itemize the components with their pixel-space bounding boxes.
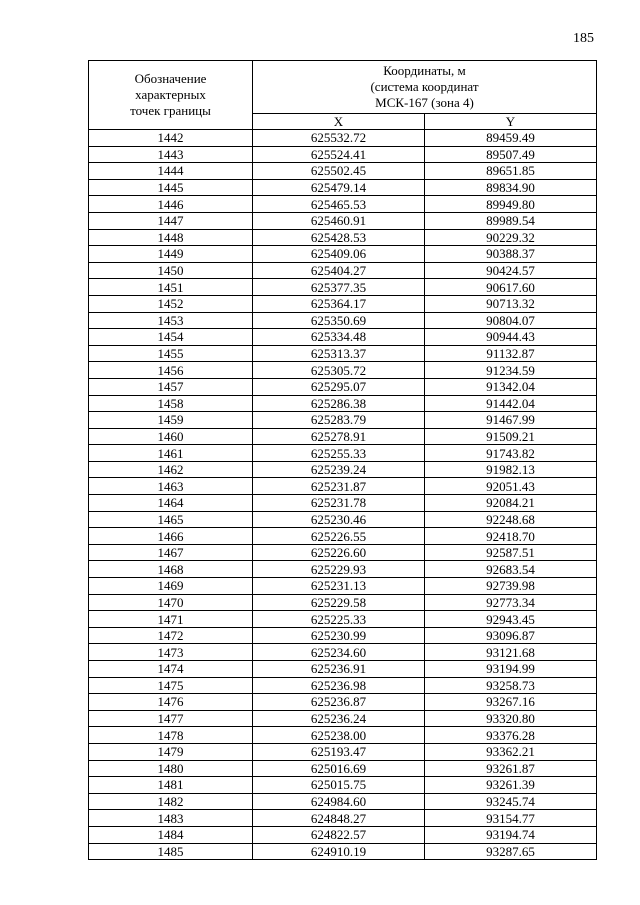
point-id-cell: 1480 — [89, 760, 253, 777]
table-row — [89, 362, 597, 379]
x-coordinate-cell: 625532.72 — [253, 130, 425, 147]
x-coordinate-cell: 624822.57 — [253, 826, 425, 843]
x-coordinate-cell: 625231.13 — [253, 578, 425, 595]
y-coordinate-cell: 91342.04 — [425, 378, 597, 395]
point-id-cell: 1453 — [89, 312, 253, 329]
y-coordinate-cell: 93320.80 — [425, 710, 597, 727]
x-coordinate-cell: 625230.46 — [253, 511, 425, 528]
table-row — [89, 561, 597, 578]
y-coordinate-cell: 93362.21 — [425, 743, 597, 760]
table-row — [89, 378, 597, 395]
y-coordinate-cell: 90713.32 — [425, 295, 597, 312]
x-coordinate-cell: 625428.53 — [253, 229, 425, 246]
table-row — [89, 279, 597, 296]
page-number: 185 — [573, 31, 594, 46]
table-row — [89, 262, 597, 279]
x-coordinate-cell: 624910.19 — [253, 843, 425, 860]
y-coordinate-cell: 91442.04 — [425, 395, 597, 412]
x-coordinate-cell: 625231.87 — [253, 478, 425, 495]
x-coordinate-cell: 625236.91 — [253, 661, 425, 678]
table-row — [89, 212, 597, 229]
designation-header — [89, 61, 253, 130]
x-coordinate-cell: 625229.58 — [253, 594, 425, 611]
y-coordinate-cell: 93194.99 — [425, 661, 597, 678]
point-id-cell: 1485 — [89, 843, 253, 860]
x-coordinate-cell: 625283.79 — [253, 412, 425, 429]
y-coordinate-cell: 92418.70 — [425, 528, 597, 545]
x-coordinate-cell: 625409.06 — [253, 246, 425, 263]
point-id-cell: 1477 — [89, 710, 253, 727]
x-coordinate-cell: 625226.60 — [253, 544, 425, 561]
point-id-cell: 1476 — [89, 694, 253, 711]
table-body — [89, 130, 597, 860]
point-id-cell: 1471 — [89, 611, 253, 628]
y-coordinate-cell: 90229.32 — [425, 229, 597, 246]
x-coordinate-cell: 625238.00 — [253, 727, 425, 744]
point-id-cell: 1463 — [89, 478, 253, 495]
point-id-cell: 1473 — [89, 644, 253, 661]
x-coordinate-cell: 625377.35 — [253, 279, 425, 296]
y-coordinate-cell: 92943.45 — [425, 611, 597, 628]
table-row — [89, 810, 597, 827]
table-row — [89, 163, 597, 180]
point-id-cell: 1444 — [89, 163, 253, 180]
table-row — [89, 793, 597, 810]
point-id-cell: 1445 — [89, 179, 253, 196]
x-coordinate-cell: 625502.45 — [253, 163, 425, 180]
x-coordinate-cell: 625234.60 — [253, 644, 425, 661]
x-coordinate-cell: 625236.98 — [253, 677, 425, 694]
x-coordinate-cell: 625286.38 — [253, 395, 425, 412]
point-id-cell: 1472 — [89, 627, 253, 644]
point-id-cell: 1447 — [89, 212, 253, 229]
coordinates-header-line: Координаты, м — [383, 63, 466, 78]
point-id-cell: 1481 — [89, 777, 253, 794]
x-coordinate-cell: 625364.17 — [253, 295, 425, 312]
table-row — [89, 677, 597, 694]
table-row — [89, 528, 597, 545]
point-id-cell: 1454 — [89, 329, 253, 346]
y-coordinate-cell: 91234.59 — [425, 362, 597, 379]
y-coordinate-cell: 91509.21 — [425, 428, 597, 445]
table-row — [89, 777, 597, 794]
table-row — [89, 312, 597, 329]
point-id-cell: 1468 — [89, 561, 253, 578]
table-row — [89, 760, 597, 777]
x-coordinate-cell: 625226.55 — [253, 528, 425, 545]
x-coordinate-cell: 625229.93 — [253, 561, 425, 578]
table-row — [89, 578, 597, 595]
y-coordinate-cell: 90804.07 — [425, 312, 597, 329]
point-id-cell: 1482 — [89, 793, 253, 810]
table-row — [89, 843, 597, 860]
point-id-cell: 1483 — [89, 810, 253, 827]
x-coordinate-cell: 625015.75 — [253, 777, 425, 794]
y-coordinate-cell: 90424.57 — [425, 262, 597, 279]
table-row — [89, 329, 597, 346]
table-row — [89, 826, 597, 843]
y-coordinate-cell: 92683.54 — [425, 561, 597, 578]
table-row — [89, 146, 597, 163]
y-coordinate-cell: 93261.39 — [425, 777, 597, 794]
point-id-cell: 1449 — [89, 246, 253, 263]
table-row — [89, 627, 597, 644]
table-row — [89, 412, 597, 429]
x-coordinate-cell: 625479.14 — [253, 179, 425, 196]
y-coordinate-cell: 93096.87 — [425, 627, 597, 644]
table-row — [89, 544, 597, 561]
y-coordinate-cell: 89507.49 — [425, 146, 597, 163]
table-row — [89, 428, 597, 445]
y-coordinate-cell: 89834.90 — [425, 179, 597, 196]
x-coordinate-cell: 625313.37 — [253, 345, 425, 362]
y-coordinate-cell: 93287.65 — [425, 843, 597, 860]
table-row — [89, 710, 597, 727]
y-coordinate-cell: 89651.85 — [425, 163, 597, 180]
x-coordinate-cell: 625334.48 — [253, 329, 425, 346]
point-id-cell: 1457 — [89, 378, 253, 395]
table-row — [89, 179, 597, 196]
point-id-cell: 1446 — [89, 196, 253, 213]
table-header — [89, 61, 597, 130]
point-id-cell: 1443 — [89, 146, 253, 163]
y-coordinate-cell: 92587.51 — [425, 544, 597, 561]
x-coordinate-cell: 625255.33 — [253, 445, 425, 462]
x-column-header: X — [253, 114, 425, 130]
point-id-cell: 1470 — [89, 594, 253, 611]
y-coordinate-cell: 91982.13 — [425, 461, 597, 478]
y-coordinate-cell: 90944.43 — [425, 329, 597, 346]
table-row — [89, 246, 597, 263]
table-row — [89, 295, 597, 312]
y-coordinate-cell: 93154.77 — [425, 810, 597, 827]
y-coordinate-cell: 90388.37 — [425, 246, 597, 263]
y-coordinate-cell: 91132.87 — [425, 345, 597, 362]
y-coordinate-cell: 91743.82 — [425, 445, 597, 462]
point-id-cell: 1458 — [89, 395, 253, 412]
point-id-cell: 1461 — [89, 445, 253, 462]
y-coordinate-cell: 92084.21 — [425, 495, 597, 512]
y-coordinate-cell: 92739.98 — [425, 578, 597, 595]
y-coordinate-cell: 89459.49 — [425, 130, 597, 147]
y-coordinate-cell: 89949.80 — [425, 196, 597, 213]
point-id-cell: 1474 — [89, 661, 253, 678]
x-coordinate-cell: 625524.41 — [253, 146, 425, 163]
point-id-cell: 1456 — [89, 362, 253, 379]
table-row — [89, 694, 597, 711]
point-id-cell: 1462 — [89, 461, 253, 478]
x-coordinate-cell: 625460.91 — [253, 212, 425, 229]
y-coordinate-cell: 93245.74 — [425, 793, 597, 810]
coordinates-header-line: МСК-167 (зона 4) — [375, 95, 474, 110]
table-row — [89, 478, 597, 495]
designation-header-line: характерных — [135, 87, 206, 102]
point-id-cell: 1451 — [89, 279, 253, 296]
table-row — [89, 743, 597, 760]
y-coordinate-cell: 93261.87 — [425, 760, 597, 777]
coordinates-header-line: (система координат — [370, 79, 479, 94]
point-id-cell: 1465 — [89, 511, 253, 528]
x-coordinate-cell: 625295.07 — [253, 378, 425, 395]
x-coordinate-cell: 624848.27 — [253, 810, 425, 827]
y-coordinate-cell: 93121.68 — [425, 644, 597, 661]
y-coordinate-cell: 93194.74 — [425, 826, 597, 843]
x-coordinate-cell: 625230.99 — [253, 627, 425, 644]
point-id-cell: 1452 — [89, 295, 253, 312]
coordinates-header — [253, 61, 597, 114]
point-id-cell: 1466 — [89, 528, 253, 545]
point-id-cell: 1450 — [89, 262, 253, 279]
y-coordinate-cell: 90617.60 — [425, 279, 597, 296]
y-coordinate-cell: 93267.16 — [425, 694, 597, 711]
table-row — [89, 196, 597, 213]
table-row — [89, 511, 597, 528]
x-coordinate-cell: 625016.69 — [253, 760, 425, 777]
y-coordinate-cell: 93376.28 — [425, 727, 597, 744]
x-coordinate-cell: 624984.60 — [253, 793, 425, 810]
x-coordinate-cell: 625278.91 — [253, 428, 425, 445]
table-row — [89, 395, 597, 412]
y-coordinate-cell: 93258.73 — [425, 677, 597, 694]
table-row — [89, 229, 597, 246]
y-coordinate-cell: 92248.68 — [425, 511, 597, 528]
x-coordinate-cell: 625193.47 — [253, 743, 425, 760]
point-id-cell: 1448 — [89, 229, 253, 246]
point-id-cell: 1478 — [89, 727, 253, 744]
table-row — [89, 644, 597, 661]
y-coordinate-cell: 91467.99 — [425, 412, 597, 429]
x-coordinate-cell: 625236.87 — [253, 694, 425, 711]
table-row — [89, 495, 597, 512]
x-coordinate-cell: 625231.78 — [253, 495, 425, 512]
point-id-cell: 1467 — [89, 544, 253, 561]
y-coordinate-cell: 92773.34 — [425, 594, 597, 611]
x-coordinate-cell: 625350.69 — [253, 312, 425, 329]
point-id-cell: 1484 — [89, 826, 253, 843]
x-coordinate-cell: 625236.24 — [253, 710, 425, 727]
y-coordinate-cell: 92051.43 — [425, 478, 597, 495]
point-id-cell: 1460 — [89, 428, 253, 445]
point-id-cell: 1455 — [89, 345, 253, 362]
designation-header-line: точек границы — [130, 103, 211, 118]
designation-header-line: Обозначение — [134, 71, 207, 86]
table-row — [89, 611, 597, 628]
x-coordinate-cell: 625404.27 — [253, 262, 425, 279]
x-coordinate-cell: 625305.72 — [253, 362, 425, 379]
table-row — [89, 130, 597, 147]
x-coordinate-cell: 625225.33 — [253, 611, 425, 628]
coordinates-table — [88, 60, 597, 860]
x-coordinate-cell: 625465.53 — [253, 196, 425, 213]
y-column-header: Y — [425, 114, 597, 130]
point-id-cell: 1459 — [89, 412, 253, 429]
point-id-cell: 1464 — [89, 495, 253, 512]
point-id-cell: 1469 — [89, 578, 253, 595]
table-row — [89, 461, 597, 478]
table-row — [89, 594, 597, 611]
x-coordinate-cell: 625239.24 — [253, 461, 425, 478]
y-coordinate-cell: 89989.54 — [425, 212, 597, 229]
table-row — [89, 345, 597, 362]
point-id-cell: 1479 — [89, 743, 253, 760]
point-id-cell: 1475 — [89, 677, 253, 694]
table-row — [89, 445, 597, 462]
point-id-cell: 1442 — [89, 130, 253, 147]
table-row — [89, 661, 597, 678]
table-row — [89, 727, 597, 744]
